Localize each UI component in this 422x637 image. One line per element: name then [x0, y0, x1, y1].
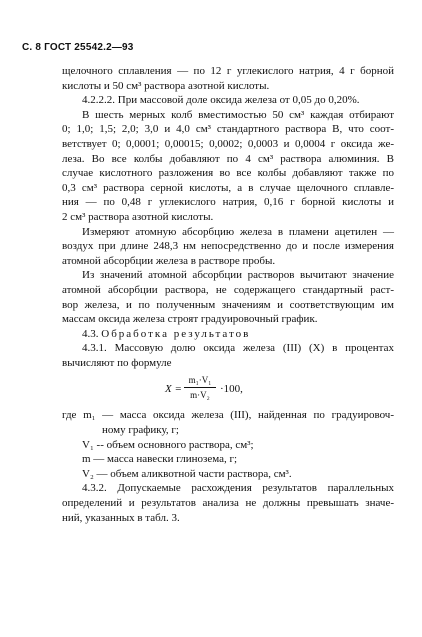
formula-rhs: ·100, — [220, 383, 243, 396]
definition-line: V₂ — объем аликвотной части раствора, см³. — [82, 467, 292, 480]
closing-text — [62, 481, 394, 525]
text-line: леза. Во все колбы добавляют по 4 см³ раствора алюминия. В — [62, 152, 394, 165]
text-line: 4.2.2.2. При массовой доле оксида железа от 0,05 до 0,20%. — [82, 94, 360, 107]
text-line: кислоты и 50 см³ раствора азотной кислоты. — [62, 79, 270, 92]
text-line: воздух при длине 248,3 нм непосредственно до и после измерения — [62, 240, 394, 253]
formula-denominator: m·V₂ — [190, 390, 210, 401]
text-line: 4.3.2. Допускаемые расхождения результатов параллельных — [82, 482, 394, 495]
text-line: щелочного сплавления — по 12 г углекислого натрия, 4 г борной — [62, 65, 394, 77]
section-title — [62, 327, 394, 342]
definition-line: V₁ -- объем основного раствора, см³; — [82, 438, 254, 451]
text-line: массам оксида железа строят градуировочный график. — [62, 313, 318, 326]
fraction-bar — [184, 387, 216, 388]
formula-fraction — [184, 374, 216, 401]
page-header: С. 8 ГОСТ 25542.2—93 — [22, 42, 134, 53]
text-line: Из значений атомной абсорбции растворов вычитают значение — [82, 269, 394, 282]
body-text — [62, 64, 394, 327]
text-line: 0,3 см³ раствора серной кислоты, а в случае щелочного сплавле- — [62, 181, 394, 194]
formula-lhs: X = — [165, 383, 182, 396]
text-line: 4.3.1. Массовую долю оксида железа (III) (X) в процентах — [82, 342, 394, 355]
formula-numerator: m₁·V₁ — [188, 375, 212, 386]
text-line: 2 см³ раствора азотной кислоты. — [62, 210, 214, 223]
text-line: атомной абсорбции раствора, не содержащего стандартный раст- — [62, 283, 394, 296]
formula — [62, 372, 394, 406]
text-line: 0; 1,0; 1,5; 2,0; 3,0 и 4,0 см³ стандартного раствора В, что соот- — [62, 123, 394, 136]
page-content — [62, 64, 394, 525]
definitions — [62, 408, 394, 481]
definition-line: m — масса навески глинозема, г; — [82, 453, 238, 466]
definition-line: где m₁ — масса оксида железа (III), найденная по градуировоч- — [62, 409, 394, 422]
section-text — [62, 341, 394, 370]
definition-line: ному графику, г; — [102, 424, 179, 437]
text-line: вор железа, и по полученным значениям и соответствующим им — [62, 298, 394, 311]
text-line: определений и результатов анализа не должны превышать значе- — [62, 497, 394, 510]
text-line: случае кислотного разложения во все колбы добавляют также по — [62, 167, 394, 180]
text-line: вычисляют по формуле — [62, 356, 172, 369]
text-line: ветствует 0; 0,0001; 0,00015; 0,0002; 0,0003 и 0,0004 г оксида же- — [62, 137, 394, 150]
text-line: Измеряют атомную абсорбцию железа в пламени ацетилен — — [82, 225, 394, 238]
section-label: Обработка результатов — [101, 327, 251, 340]
text-line: атомной абсорбции железа в растворе пробы. — [62, 254, 276, 267]
text-line: В шесть мерных колб вместимостью 50 см³ каждая отбирают — [82, 108, 394, 121]
text-line: ний, указанных в табл. 3. — [62, 511, 180, 524]
text-line: ния — по 0,48 г углекислого натрия, 0,16 г борной кислоты и — [62, 196, 394, 209]
section-number: 4.3. — [82, 327, 99, 340]
